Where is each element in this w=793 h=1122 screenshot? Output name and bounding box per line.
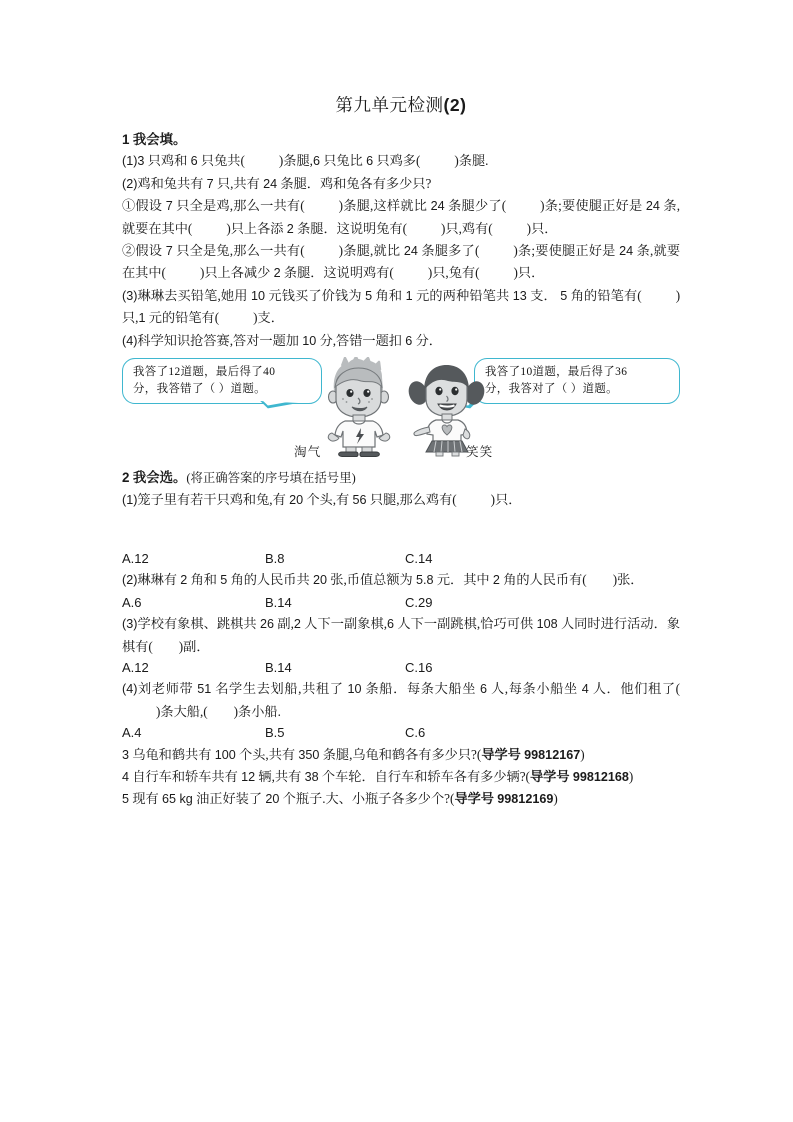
s2q1-t1: 笼子里有若干只鸡和兔,有 — [137, 492, 286, 508]
s1q2-t1: 鸡和兔共有 — [137, 175, 204, 191]
s1q2b-t1: ②假设 — [122, 243, 163, 259]
s1q3-n4: 13 — [512, 288, 527, 303]
s3-t3: 条腿,乌龟和鹤各有多少只?( — [322, 746, 482, 762]
s2q4-option-a[interactable]: A.4 — [122, 725, 142, 741]
s1q2a-t8: 条腿．这说明兔有( — [297, 220, 408, 236]
section-2-number: 2 — [122, 470, 130, 486]
s1q3-n6: 1 — [138, 311, 146, 326]
s1q1-n3: 6 — [312, 154, 320, 169]
s1q2a-t4: 条腿少了( — [448, 198, 507, 214]
section-1-heading — [122, 129, 680, 150]
s2q2-n5: 2 — [492, 573, 500, 588]
page-title — [122, 92, 680, 117]
s5-t4: ) — [553, 791, 558, 807]
s1q3-t4: 元的两种铅笔共 — [416, 287, 510, 303]
s2q2-t4: 张,币值总额为 — [330, 572, 413, 588]
s2q4-t3: 条船．每条大船坐 — [365, 681, 477, 697]
s4-code: 99812168 — [572, 769, 629, 784]
s2q3-label: (3) — [122, 617, 138, 632]
speech-bubble-girl-line-2: 分，我答对了（ ）道题。 — [485, 382, 618, 395]
s1q2a-t10: )只． — [526, 220, 558, 236]
s3-number: 3 — [122, 747, 130, 762]
s2q2-option-b[interactable]: B.14 — [265, 594, 292, 610]
s1-question-2-part-1 — [122, 195, 680, 240]
s1q2b-t8: 条腿．这说明鸡有( — [283, 265, 394, 281]
s1-question-4 — [122, 330, 680, 352]
s1q3-n5: 5 — [560, 288, 568, 303]
s2q2-n4: 5.8 — [416, 573, 434, 588]
s2q1-option-b[interactable]: B.8 — [265, 550, 285, 566]
page-content — [122, 92, 680, 811]
speech-bubble-girl-line-1: 我答了10道题，最后得了36 — [485, 366, 628, 379]
s2-question-4-options — [122, 722, 680, 743]
s2q2-option-c[interactable]: C.29 — [405, 594, 433, 610]
s1q3-label: (3) — [122, 288, 138, 303]
s2q4-label: (4) — [122, 682, 138, 697]
s1q3-t2: 元钱买了价钱为 — [268, 287, 362, 303]
s2-question-4 — [122, 678, 680, 722]
s1q1-n2: 6 — [190, 154, 198, 169]
s2-question-1 — [122, 489, 680, 511]
page-title-number: (2) — [443, 95, 467, 115]
s2q3-n2: 2 — [293, 617, 301, 632]
s2q1-t4: )只． — [490, 492, 522, 508]
s2-question-2-options — [122, 592, 680, 613]
speech-bubble-girl — [474, 358, 680, 404]
s1q2b-n4: 2 — [273, 266, 281, 281]
s4-n1: 12 — [241, 769, 256, 784]
s5-t1: 现有 — [132, 791, 159, 807]
illustration-area — [122, 355, 680, 465]
s5-n2: 20 — [265, 792, 280, 807]
section-2-note: (将正确答案的序号填在括号里) — [186, 471, 356, 486]
s2q4-t4: 人,每条小船坐 — [490, 681, 578, 697]
s2q4-t5: 人．他们租了( — [592, 681, 681, 697]
girl-character-name: 笑笑 — [466, 445, 494, 460]
s1q4-n1: 10 — [302, 333, 317, 348]
s1q2b-n2: 24 — [403, 244, 418, 259]
s5-t2: 油正好装了 — [196, 791, 263, 807]
s1q2b-t9: )只,兔有( — [427, 265, 480, 281]
page-title-cjk: 第九单元检测 — [335, 95, 444, 115]
s2q4-n2: 10 — [347, 682, 362, 697]
s2q1-option-c[interactable]: C.14 — [405, 550, 433, 566]
s1q2b-t4: 条腿多了( — [421, 243, 480, 259]
s2q1-n2: 56 — [352, 493, 367, 508]
s2q3-option-b[interactable]: B.14 — [265, 659, 292, 675]
s4-code-label: 导学号 — [529, 768, 570, 784]
s1q2b-t7: )只上各减少 — [199, 265, 271, 281]
section-1-title: 我会填。 — [132, 132, 187, 147]
boy-character-name: 淘气 — [294, 445, 322, 460]
s2q1-t3: 只腿,那么鸡有( — [369, 492, 457, 508]
s1q2b-t3: )条腿,就比 — [338, 243, 401, 259]
s1q2a-t3: )条腿,这样就比 — [338, 198, 428, 214]
speech-bubble-boy — [122, 358, 322, 404]
s5-code: 99812169 — [497, 792, 554, 807]
s3-code: 99812167 — [524, 747, 581, 762]
s2q2-t1: 琳琳有 — [137, 572, 177, 588]
s2q4-t2: 名学生去划船,共租了 — [215, 681, 344, 697]
s2q2-t6: 角的人民币有( — [503, 572, 587, 588]
s1q1-t3: )条腿, — [278, 153, 313, 169]
s4-t3: 个车轮．自行车和轿车各有多少辆?( — [321, 768, 530, 784]
s1-question-2 — [122, 173, 680, 195]
s2q1-label: (1) — [122, 493, 138, 508]
s2-question-2 — [122, 569, 680, 591]
s1q2b-n3: 24 — [619, 244, 634, 259]
s1q1-t1: 只鸡和 — [147, 153, 188, 169]
s1q2a-t1: ①假设 — [122, 198, 163, 214]
section-3 — [122, 744, 680, 766]
s2q3-t1: 学校有象棋、跳棋共 — [137, 616, 257, 632]
s1q1-n1: 3 — [137, 154, 145, 169]
s1q2a-n2: 24 — [430, 199, 445, 214]
s3-t1: 乌龟和鹤共有 — [132, 746, 212, 762]
s4-n2: 38 — [304, 769, 319, 784]
s4-t1: 自行车和轿车共有 — [132, 768, 238, 784]
s1q2-label: (2) — [122, 176, 138, 191]
s2q3-t6: )副． — [178, 638, 210, 654]
s1q2-t2: 只,共有 — [216, 175, 260, 191]
s1q3-n1: 10 — [250, 288, 265, 303]
s2-question-3-options — [122, 657, 680, 678]
s2q2-n1: 2 — [180, 573, 188, 588]
s2q3-t2: 副, — [277, 616, 294, 632]
s2q2-option-a[interactable]: A.6 — [122, 594, 142, 610]
s1q2b-t5: )条;要使腿正好是 — [513, 243, 616, 259]
s2q4-option-b[interactable]: B.5 — [265, 725, 285, 741]
s2q4-n4: 4 — [581, 682, 589, 697]
s2q2-t7: )张． — [612, 572, 644, 588]
s1q2a-t2: 只全是鸡,那么一共有( — [176, 198, 305, 214]
s2q3-option-c[interactable]: C.16 — [405, 659, 433, 675]
s5-code-label: 导学号 — [454, 791, 494, 807]
s2q1-option-a[interactable]: A.12 — [122, 550, 149, 566]
section-5 — [122, 788, 680, 810]
s1q3-n2: 5 — [365, 288, 373, 303]
s1q2a-t6: 条,就要在其中( — [122, 198, 681, 236]
s2q2-t3: 角的人民币共 — [230, 572, 310, 588]
s4-t4: ) — [628, 768, 634, 784]
s1q1-label: (1) — [122, 154, 138, 169]
s1q4-t2: 分,答错一题扣 — [319, 332, 402, 348]
section-1-number: 1 — [122, 132, 130, 147]
s1q4-label: (4) — [122, 333, 138, 348]
s3-code-label: 导学号 — [481, 746, 521, 762]
s1q2b-t10: )只． — [513, 265, 545, 281]
s1q1-t2: 只兔共( — [200, 153, 245, 169]
s2q1-t2: 个头,有 — [306, 492, 350, 508]
s1q2a-t7: )只上各添 — [226, 220, 284, 236]
s5-number: 5 — [122, 792, 130, 807]
s4-t2: 辆,共有 — [258, 768, 302, 784]
s2q4-t1: 刘老师带 — [137, 681, 194, 697]
s2q3-n4: 108 — [536, 617, 558, 632]
s1q2-n1: 7 — [206, 176, 214, 191]
s2q2-n3: 20 — [312, 573, 327, 588]
s2q4-t7: )条小船. — [233, 703, 281, 719]
s1q3-t5: 支． — [530, 287, 557, 303]
s1-question-2-part-2 — [122, 240, 680, 285]
s2q3-n1: 26 — [260, 617, 275, 632]
s1q2-t3: 条腿．鸡和兔各有多少只? — [280, 175, 432, 191]
s2q2-label: (2) — [122, 573, 138, 588]
s2q2-n2: 5 — [220, 573, 228, 588]
s2q4-n1: 51 — [197, 682, 212, 697]
s2q3-t4: 人下一副跳棋,恰巧可供 — [397, 616, 534, 632]
s1q3-t1: 琳琳去买铅笔,她用 — [137, 287, 248, 303]
s1q1-t5: 只鸡多( — [376, 153, 421, 169]
s2q2-t5: 元．其中 — [436, 572, 490, 588]
s2q2-t2: 角和 — [190, 572, 217, 588]
speech-bubble-boy-line-2: 分，我答错了（ ）道题。 — [133, 382, 266, 395]
s2q3-n3: 6 — [387, 617, 395, 632]
s1q4-n2: 6 — [405, 333, 413, 348]
s1q2b-n1: 7 — [165, 244, 173, 259]
s1q3-t8: 元的铅笔有( — [148, 310, 220, 326]
s1q1-t6: )条腿. — [454, 153, 489, 169]
s1-question-1 — [122, 150, 680, 172]
s3-t2: 个头,共有 — [239, 746, 296, 762]
section-2-heading — [122, 467, 680, 489]
s2q4-n3: 6 — [480, 682, 488, 697]
s1q3-t9: )支． — [253, 310, 284, 326]
s2-question-3 — [122, 613, 680, 657]
s2-question-1-options — [122, 548, 680, 569]
s1q3-t6: 角的铅笔有( — [570, 287, 642, 303]
s5-n1: 65 kg — [161, 792, 193, 807]
s1-question-3 — [122, 285, 680, 330]
s1q4-t3: 分． — [415, 332, 442, 348]
s1q3-n3: 1 — [405, 288, 413, 303]
section-2-title: 我会选。 — [132, 470, 187, 486]
s2q4-t6: )条大船,( — [156, 703, 208, 719]
s1q1-n4: 6 — [366, 154, 374, 169]
s1q2b-t6: 条,就要在其中( — [122, 243, 681, 281]
s1q2a-n1: 7 — [165, 199, 173, 214]
s1q2a-n4: 2 — [286, 221, 294, 236]
s3-t4: ) — [580, 746, 585, 762]
s1q2a-n3: 24 — [645, 199, 660, 214]
s1q4-t1: 科学知识抢答赛,答对一题加 — [137, 332, 299, 348]
s1q2a-t5: )条;要使腿正好是 — [540, 198, 643, 214]
s1q2b-t2: 只全是兔,那么一共有( — [176, 243, 305, 259]
s1q2-n2: 24 — [263, 176, 278, 191]
s2q3-t3: 人下一副象棋, — [304, 616, 388, 632]
s3-n2: 350 — [298, 747, 320, 762]
s1q2a-t9: )只,鸡有( — [441, 220, 493, 236]
s2q3-option-a[interactable]: A.12 — [122, 659, 149, 675]
speech-bubble-boy-line-1: 我答了12道题，最后得了40 — [133, 366, 276, 379]
s4-number: 4 — [122, 769, 130, 784]
s2q3-t5: 人同时进行活动．象棋有( — [122, 616, 681, 654]
section-4 — [122, 766, 680, 788]
boy-character-illustration — [320, 357, 398, 457]
s2q1-n1: 20 — [289, 493, 304, 508]
s3-n1: 100 — [214, 747, 236, 762]
s1q3-t7: )只, — [122, 287, 681, 326]
s1q1-t4: 只兔比 — [323, 153, 363, 169]
s2q1-answer-space — [122, 512, 680, 548]
s1q3-t3: 角和 — [375, 287, 403, 303]
s2q4-option-c[interactable]: C.6 — [405, 725, 426, 741]
s5-t3: 个瓶子.大、小瓶子各多少个?( — [282, 791, 455, 807]
